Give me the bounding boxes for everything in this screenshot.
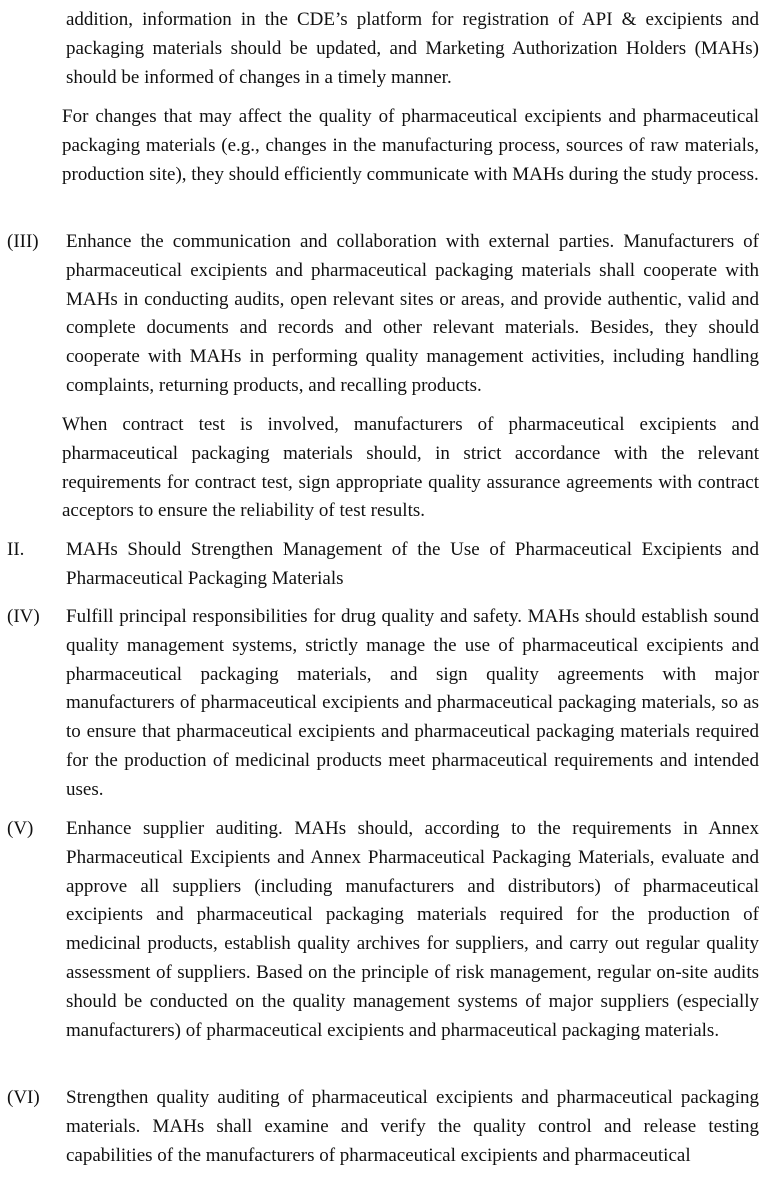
paragraph-supplier-auditing: Enhance supplier auditing. MAHs should, according to the requirements in Annex Pharmaceutical Excipients and Annex Pharmaceutical Packaging Materials, evaluate and approve all suppliers (including manufacturers and distributors) of pharmaceutical excipients and pharmaceutical packaging materials required for the production of medicinal products, establish quality archives for suppliers, and carry out regular quality assessment of suppliers. Based on the principle of risk management, regular on-site audits should be conducted on the quality management systems of major suppliers (especially manufacturers) of pharmaceutical excipients and pharmaceutical packaging materials. <box>66 818 759 1041</box>
paragraph-quality-auditing: Strengthen quality auditing of pharmaceutical excipients and pharmaceutical packaging materials. MAHs shall examine and verify the quality control and release testing capabilities of the manufacturers of pharmaceutical excipients and pharmaceutical <box>66 1087 759 1166</box>
item-label-iv: (IV) <box>7 606 40 627</box>
paragraph-principal-responsibilities: Fulfill principal responsibilities for drug quality and safety. MAHs should establish sound quality management systems, strictly manage the use of pharmaceutical excipients and pharmaceutical packaging materials, and sign quality agreements with major manufacturers of pharmaceutical excipients and pharmaceutical packaging materials, so as to ensure that pharmaceutical excipients and pharmaceutical packaging materials required for the production of medicinal products meet pharmaceutical requirements and intended uses. <box>66 606 759 800</box>
paragraph-update-platform: addition, information in the CDE’s platform for registration of API & excipients and packaging materials should be updated, and Marketing Authorization Holders (MAHs) should be informed of changes in a timely manner. <box>66 9 759 88</box>
paragraph-external-communication: Enhance the communication and collaboration with external parties. Manufacturers of pharmaceutical excipients and pharmaceutical packaging materials shall cooperate with MAHs in conducting audits, open relevant sites or areas, and provide authentic, valid and complete documents and records and other relevant materials. Besides, they should cooperate with MAHs in performing quality management activities, including handling complaints, returning products, and recalling products. <box>66 231 759 396</box>
paragraph-quality-changes: For changes that may affect the quality of pharmaceutical excipients and pharmaceutical packaging materials (e.g., changes in the manufacturing process, sources of raw materials, production site), they should efficiently communicate with MAHs during the study process. <box>62 106 759 185</box>
paragraph-contract-test: When contract test is involved, manufacturers of pharmaceutical excipients and pharmaceutical packaging materials should, in strict accordance with the relevant requirements for contract test, sign appropriate quality assurance agreements with contract acceptors to ensure the reliability of test results. <box>62 414 759 522</box>
item-label-v: (V) <box>7 818 34 839</box>
item-label-iii: (III) <box>7 231 39 252</box>
section-heading-mah-management: MAHs Should Strengthen Management of the Use of Pharmaceutical Excipients and Pharmaceutical Packaging Materials <box>66 539 759 589</box>
item-label-vi: (VI) <box>7 1087 40 1108</box>
section-label-ii: II. <box>7 539 25 560</box>
